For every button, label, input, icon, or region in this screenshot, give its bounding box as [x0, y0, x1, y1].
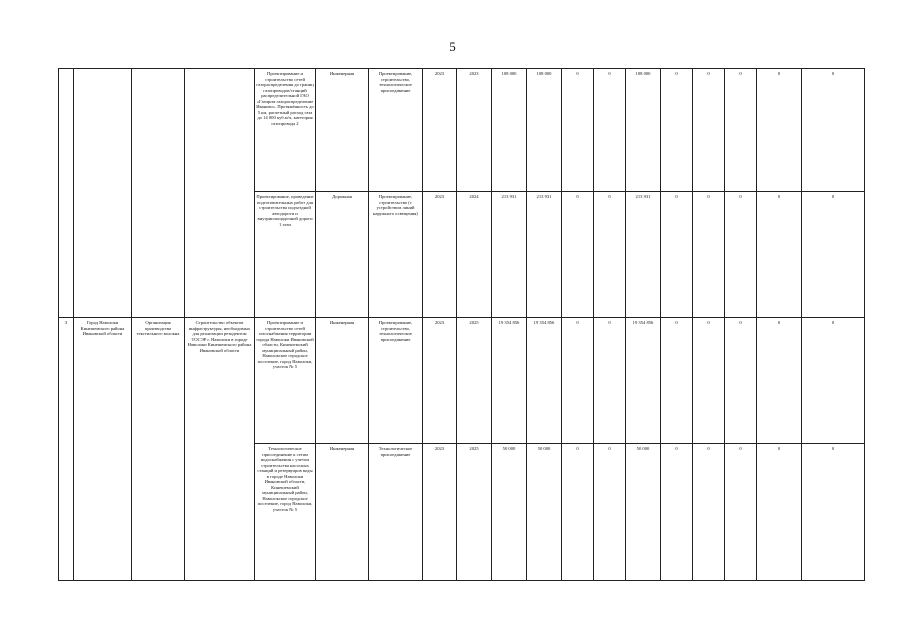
year-start-cell: 2023 [423, 69, 457, 192]
year-end-cell: 2025 [457, 318, 492, 444]
object-cell [185, 69, 255, 318]
organization-cell: Организация производства текстильного волокна [132, 318, 185, 581]
value-cell: 0 [757, 192, 802, 318]
value-cell: 0 [725, 192, 757, 318]
year-start-cell: 2023 [423, 444, 457, 581]
value-cell: 50 000 [527, 444, 562, 581]
measure-cell: Проектирование и строительство сетей газораспределения до границ газопроводов/станций распределительной ГАО «Газпром газораспределение Иваново». Протяжённость до 5 км, расчетный расход газа до 14 000 куб.м/ч, категория газопровода 2 [255, 69, 316, 192]
work-type-cell: Технологическое присоединение [369, 444, 423, 581]
total-cell: 50 000 [492, 444, 527, 581]
page-number: 5 [449, 39, 456, 54]
row-index [59, 69, 74, 318]
work-type-cell: Проектирование, строительство, технологическое присоединение [369, 69, 423, 192]
value-cell: 0 [802, 69, 865, 192]
value-cell: 0 [693, 192, 725, 318]
value-cell: 0 [562, 69, 594, 192]
value-cell: 213 931 [527, 192, 562, 318]
value-cell: 19 354 856 [626, 318, 661, 444]
value-cell: 0 [802, 192, 865, 318]
object-cell: Строительство объектов инфраструктуры, необходимых для реализации резидентом ТОСЭР г. Наволоки в городе Наволоки Кинешемского района Ивановской области [185, 318, 255, 581]
table-row [59, 69, 865, 192]
value-cell: 0 [562, 192, 594, 318]
infra-type-cell: Инженерная [316, 444, 369, 581]
value-cell: 0 [661, 318, 693, 444]
municipality-cell [74, 69, 132, 318]
work-type-cell: Проектирование, строительство, технологическое присоединение [369, 318, 423, 444]
value-cell: 0 [661, 192, 693, 318]
total-cell: 108 000 [492, 69, 527, 192]
value-cell: 50 000 [626, 444, 661, 581]
value-cell: 19 354 856 [527, 318, 562, 444]
value-cell: 108 000 [626, 69, 661, 192]
work-type-cell: Проектирование, строительство (с устройством линий наружного освещения) [369, 192, 423, 318]
investment-table [58, 68, 865, 581]
infra-type-cell: Инженерная [316, 69, 369, 192]
value-cell: 0 [757, 444, 802, 581]
value-cell: 0 [661, 444, 693, 581]
value-cell: 0 [725, 444, 757, 581]
infra-type-cell: Инженерная [316, 318, 369, 444]
value-cell: 0 [594, 192, 626, 318]
total-cell: 19 354 856 [492, 318, 527, 444]
value-cell: 108 000 [527, 69, 562, 192]
measure-cell: Проектирование и строительство сетей газоснабжения территории города Наволоки Ивановской области, Кинешемский муниципальный район, Наволокское городское поселение, город Наволоки, участок № 5 [255, 318, 316, 444]
value-cell: 0 [693, 444, 725, 581]
value-cell: 0 [725, 69, 757, 192]
year-end-cell: 2023 [457, 69, 492, 192]
value-cell: 0 [693, 69, 725, 192]
value-cell: 0 [594, 318, 626, 444]
value-cell: 0 [693, 318, 725, 444]
total-cell: 213 931 [492, 192, 527, 318]
infra-type-cell: Дорожная [316, 192, 369, 318]
value-cell: 0 [661, 69, 693, 192]
row-index: 3 [59, 318, 74, 581]
table-row [59, 318, 865, 444]
value-cell: 0 [757, 69, 802, 192]
value-cell: 0 [562, 444, 594, 581]
measure-cell: Технологическое присоединение к сетям водоснабжения с учетом строительства насосных станций и резервуаров воды в городе Наволоки Ивановской области, Кинешемский муниципальный район, Наволокское городское поселение, город Наволоки, участок № 5 [255, 444, 316, 581]
year-end-cell: 2024 [457, 192, 492, 318]
municipality-cell: Город Наволоки Кинешемского района Ивановской области [74, 318, 132, 581]
value-cell: 0 [802, 444, 865, 581]
year-start-cell: 2023 [423, 318, 457, 444]
value-cell: 213 931 [626, 192, 661, 318]
value-cell: 0 [725, 318, 757, 444]
value-cell: 0 [802, 318, 865, 444]
measure-cell: Проектирование, проведение подготовительных работ для строительства подъездной автодороги и внутриплощадочной дороги 1 этап [255, 192, 316, 318]
value-cell: 0 [562, 318, 594, 444]
value-cell: 0 [757, 318, 802, 444]
value-cell: 0 [594, 69, 626, 192]
year-end-cell: 2025 [457, 444, 492, 581]
year-start-cell: 2023 [423, 192, 457, 318]
value-cell: 0 [594, 444, 626, 581]
organization-cell [132, 69, 185, 318]
